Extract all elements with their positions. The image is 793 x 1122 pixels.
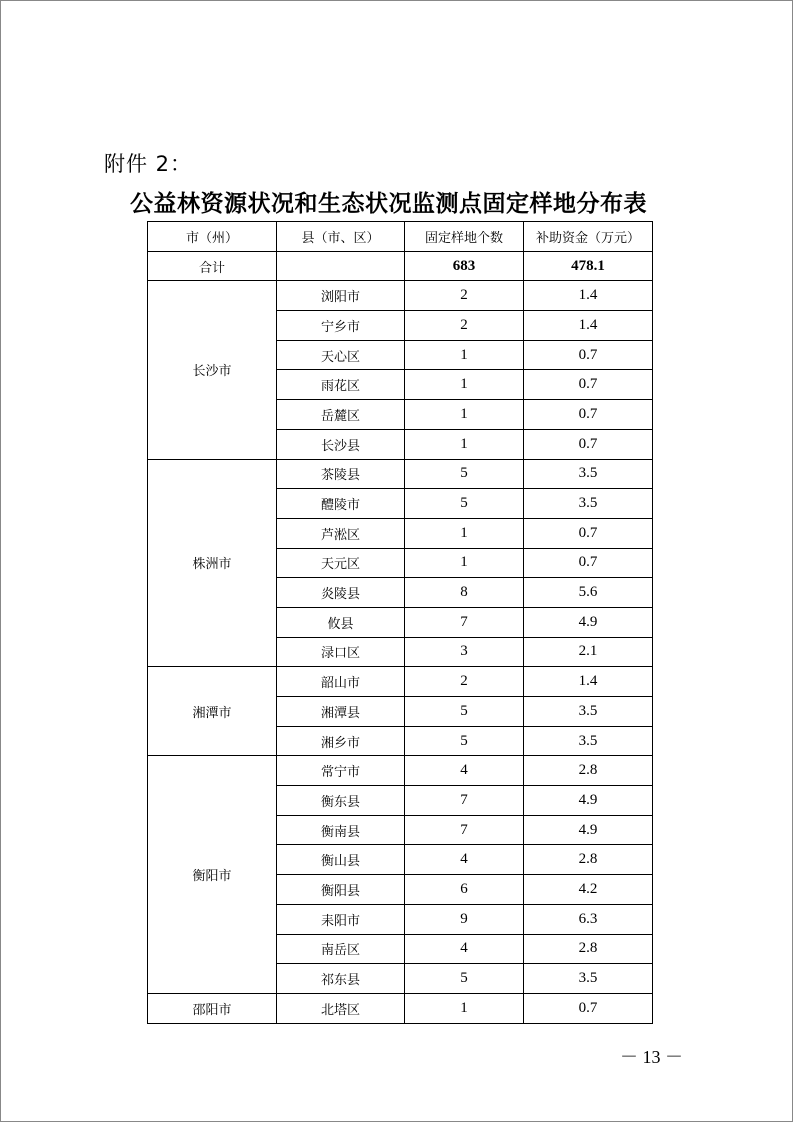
county-cell: 祁东县 bbox=[277, 964, 405, 994]
funds-cell: 2.1 bbox=[524, 637, 653, 667]
sample-plot-distribution-table bbox=[147, 221, 653, 1024]
city-cell: 株洲市 bbox=[148, 459, 277, 667]
column-header-city: 市（州） bbox=[148, 222, 277, 252]
plots-cell: 7 bbox=[405, 815, 524, 845]
county-cell: 耒阳市 bbox=[277, 904, 405, 934]
county-cell: 浏阳市 bbox=[277, 281, 405, 311]
city-cell: 邵阳市 bbox=[148, 993, 277, 1023]
funds-cell: 0.7 bbox=[524, 400, 653, 430]
county-cell: 衡山县 bbox=[277, 845, 405, 875]
county-cell: 渌口区 bbox=[277, 637, 405, 667]
column-header-plots: 固定样地个数 bbox=[405, 222, 524, 252]
county-cell: 炎陵县 bbox=[277, 578, 405, 608]
funds-cell: 2.8 bbox=[524, 845, 653, 875]
funds-cell: 0.7 bbox=[524, 993, 653, 1023]
county-cell: 攸县 bbox=[277, 607, 405, 637]
county-cell: 岳麓区 bbox=[277, 400, 405, 430]
table-header-row bbox=[148, 222, 653, 252]
table-row bbox=[148, 993, 653, 1023]
column-header-county: 县（市、区） bbox=[277, 222, 405, 252]
county-cell: 天元区 bbox=[277, 548, 405, 578]
funds-cell: 0.7 bbox=[524, 429, 653, 459]
county-cell: 茶陵县 bbox=[277, 459, 405, 489]
table-body bbox=[148, 251, 653, 1023]
funds-cell: 0.7 bbox=[524, 518, 653, 548]
plots-cell: 7 bbox=[405, 607, 524, 637]
funds-cell: 6.3 bbox=[524, 904, 653, 934]
plots-cell: 5 bbox=[405, 964, 524, 994]
plots-cell: 1 bbox=[405, 370, 524, 400]
county-cell: 南岳区 bbox=[277, 934, 405, 964]
plots-cell: 5 bbox=[405, 697, 524, 727]
plots-cell: 1 bbox=[405, 518, 524, 548]
county-cell: 芦淞区 bbox=[277, 518, 405, 548]
plots-cell: 1 bbox=[405, 548, 524, 578]
table-row bbox=[148, 756, 653, 786]
city-cell: 衡阳市 bbox=[148, 756, 277, 994]
funds-cell: 4.9 bbox=[524, 786, 653, 816]
funds-cell: 3.5 bbox=[524, 459, 653, 489]
county-cell: 湘潭县 bbox=[277, 697, 405, 727]
funds-cell: 3.5 bbox=[524, 489, 653, 519]
county-cell: 天心区 bbox=[277, 340, 405, 370]
plots-cell: 8 bbox=[405, 578, 524, 608]
plots-cell: 4 bbox=[405, 934, 524, 964]
funds-cell: 3.5 bbox=[524, 726, 653, 756]
county-cell: 北塔区 bbox=[277, 993, 405, 1023]
plots-cell: 1 bbox=[405, 429, 524, 459]
plots-cell: 4 bbox=[405, 845, 524, 875]
funds-cell: 4.9 bbox=[524, 815, 653, 845]
plots-cell: 6 bbox=[405, 875, 524, 905]
funds-cell: 3.5 bbox=[524, 964, 653, 994]
funds-cell: 4.2 bbox=[524, 875, 653, 905]
plots-cell: 4 bbox=[405, 756, 524, 786]
total-row bbox=[148, 251, 653, 281]
city-cell: 长沙市 bbox=[148, 281, 277, 459]
funds-cell: 1.4 bbox=[524, 667, 653, 697]
total-county bbox=[277, 251, 405, 281]
city-cell: 湘潭市 bbox=[148, 667, 277, 756]
funds-cell: 0.7 bbox=[524, 548, 653, 578]
plots-cell: 2 bbox=[405, 311, 524, 341]
county-cell: 常宁市 bbox=[277, 756, 405, 786]
plots-cell: 2 bbox=[405, 667, 524, 697]
attachment-label: 附件 2： bbox=[104, 152, 193, 176]
county-cell: 衡东县 bbox=[277, 786, 405, 816]
funds-cell: 0.7 bbox=[524, 370, 653, 400]
funds-cell: 2.8 bbox=[524, 934, 653, 964]
plots-cell: 2 bbox=[405, 281, 524, 311]
county-cell: 雨花区 bbox=[277, 370, 405, 400]
table-row bbox=[148, 459, 653, 489]
plots-cell: 5 bbox=[405, 489, 524, 519]
funds-cell: 1.4 bbox=[524, 281, 653, 311]
funds-cell: 1.4 bbox=[524, 311, 653, 341]
plots-cell: 9 bbox=[405, 904, 524, 934]
funds-cell: 2.8 bbox=[524, 756, 653, 786]
table-row bbox=[148, 281, 653, 311]
page-number-text: － 13 － bbox=[620, 1047, 683, 1067]
plots-cell: 3 bbox=[405, 637, 524, 667]
county-cell: 韶山市 bbox=[277, 667, 405, 697]
county-cell: 湘乡市 bbox=[277, 726, 405, 756]
column-header-funds: 补助资金（万元） bbox=[524, 222, 653, 252]
plots-cell: 1 bbox=[405, 340, 524, 370]
county-cell: 醴陵市 bbox=[277, 489, 405, 519]
funds-cell: 5.6 bbox=[524, 578, 653, 608]
document-title: 公益林资源状况和生态状况监测点固定样地分布表 bbox=[130, 190, 647, 217]
plots-cell: 1 bbox=[405, 400, 524, 430]
plots-cell: 5 bbox=[405, 459, 524, 489]
county-cell: 衡阳县 bbox=[277, 875, 405, 905]
total-plots: 683 bbox=[405, 251, 524, 281]
total-label: 合计 bbox=[148, 251, 277, 281]
county-cell: 衡南县 bbox=[277, 815, 405, 845]
plots-cell: 5 bbox=[405, 726, 524, 756]
county-cell: 长沙县 bbox=[277, 429, 405, 459]
table-row bbox=[148, 667, 653, 697]
funds-cell: 4.9 bbox=[524, 607, 653, 637]
plots-cell: 7 bbox=[405, 786, 524, 816]
total-funds: 478.1 bbox=[524, 251, 653, 281]
funds-cell: 3.5 bbox=[524, 697, 653, 727]
county-cell: 宁乡市 bbox=[277, 311, 405, 341]
funds-cell: 0.7 bbox=[524, 340, 653, 370]
plots-cell: 1 bbox=[405, 993, 524, 1023]
